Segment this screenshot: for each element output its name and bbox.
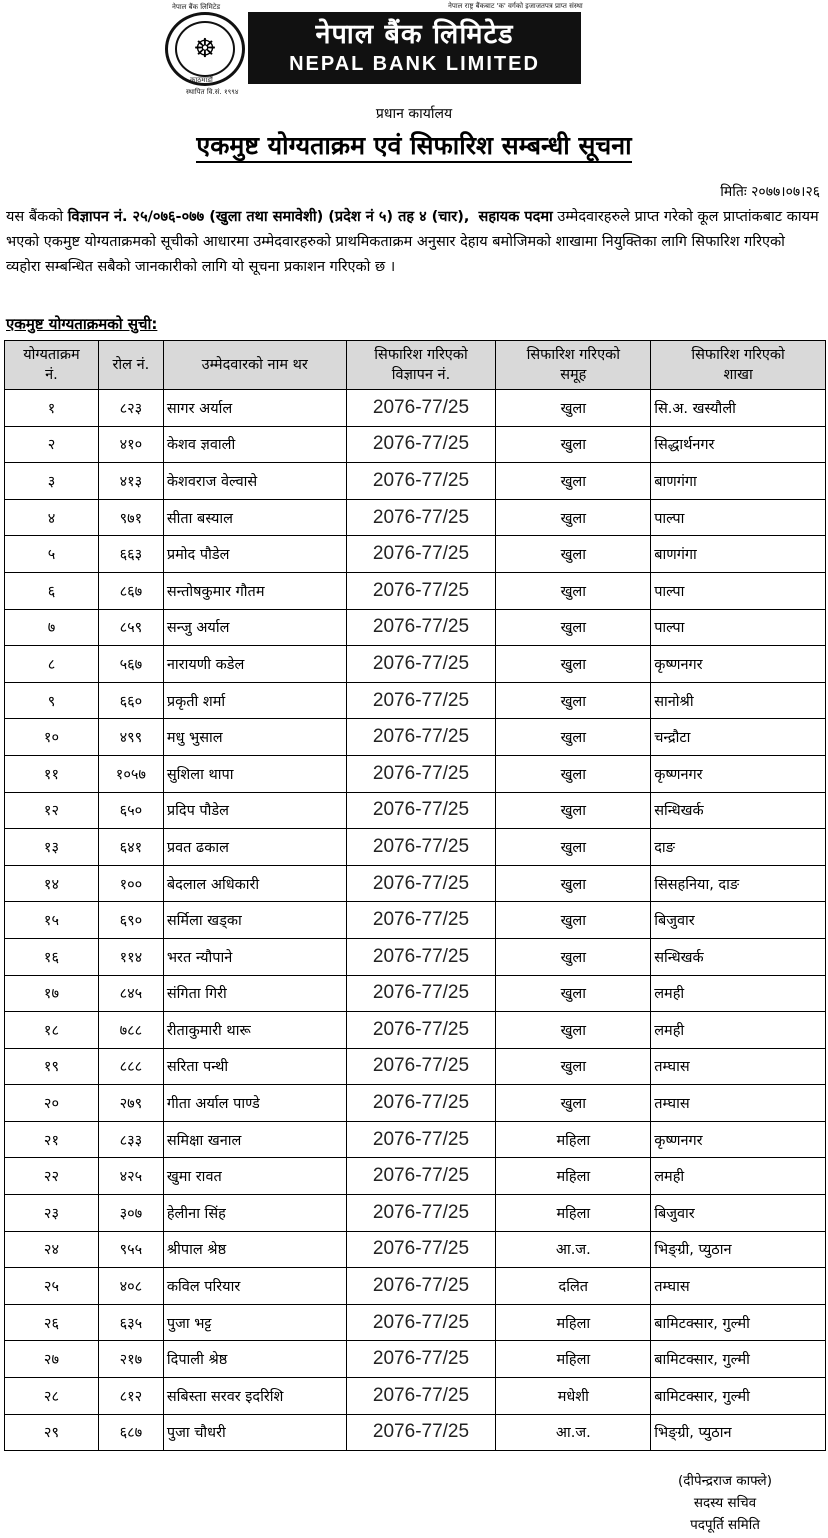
cell-rank: २४ — [5, 1231, 99, 1268]
cell-name: सर्मिला खड्का — [163, 902, 346, 939]
table-row — [5, 1121, 826, 1158]
table-row — [5, 1414, 826, 1451]
cell-branch: बिजुवार — [651, 1195, 826, 1232]
cell-rank: २६ — [5, 1304, 99, 1341]
cell-group: खुला — [496, 499, 651, 536]
cell-branch: लमही — [651, 1158, 826, 1195]
cell-rank: १५ — [5, 902, 99, 939]
merit-list-table — [4, 340, 826, 1451]
table-row — [5, 499, 826, 536]
cell-branch: सिसहनिया, दाङ — [651, 865, 826, 902]
cell-advertisement: 2076-77/25 — [346, 390, 496, 427]
table-row — [5, 463, 826, 500]
cell-group: दलित — [496, 1268, 651, 1305]
cell-advertisement: 2076-77/25 — [346, 646, 496, 683]
cell-rank: १८ — [5, 1012, 99, 1049]
cell-name: दिपाली श्रेष्ठ — [163, 1341, 346, 1378]
cell-group: खुला — [496, 463, 651, 500]
cell-advertisement: 2076-77/25 — [346, 463, 496, 500]
office-name: प्रधान कार्यालय — [375, 106, 453, 122]
cell-branch: लमही — [651, 975, 826, 1012]
cell-roll: ३०७ — [98, 1195, 163, 1232]
cell-name: नारायणी कडेल — [163, 646, 346, 683]
cell-advertisement: 2076-77/25 — [346, 1231, 496, 1268]
cell-advertisement: 2076-77/25 — [346, 1085, 496, 1122]
cell-group: खुला — [496, 938, 651, 975]
cell-roll: ८५९ — [98, 609, 163, 646]
cell-rank: २ — [5, 426, 99, 463]
cell-advertisement: 2076-77/25 — [346, 499, 496, 536]
table-row — [5, 755, 826, 792]
header-rank: योग्यताक्रम नं. — [5, 341, 99, 390]
cell-rank: १० — [5, 719, 99, 756]
cell-group: खुला — [496, 609, 651, 646]
cell-rank: २७ — [5, 1341, 99, 1378]
cell-roll: ६५० — [98, 792, 163, 829]
cell-roll: ६६३ — [98, 536, 163, 573]
cell-roll: ४२५ — [98, 1158, 163, 1195]
cell-rank: २५ — [5, 1268, 99, 1305]
seal-bottom-caption: काठमाडौं — [190, 76, 213, 84]
deity-emblem-icon: ☸ — [175, 21, 235, 77]
cell-rank: २८ — [5, 1378, 99, 1415]
cell-group: खुला — [496, 1085, 651, 1122]
cell-name: सुशिला थापा — [163, 755, 346, 792]
cell-name: खुमा रावत — [163, 1158, 346, 1195]
intro-prefix: यस बैंकको — [6, 209, 68, 225]
header-roll: रोल नं. — [98, 341, 163, 390]
cell-advertisement: 2076-77/25 — [346, 1195, 496, 1232]
bank-name-english: NEPAL BANK LIMITED — [289, 53, 540, 75]
table-header-row — [5, 341, 826, 390]
intro-position: सहायक पदमा — [478, 209, 553, 225]
cell-branch: कृष्णनगर — [651, 755, 826, 792]
cell-rank: ६ — [5, 572, 99, 609]
table-row — [5, 682, 826, 719]
cell-rank: २३ — [5, 1195, 99, 1232]
cell-name: श्रीपाल श्रेष्ठ — [163, 1231, 346, 1268]
cell-advertisement: 2076-77/25 — [346, 755, 496, 792]
cell-roll: १०५७ — [98, 755, 163, 792]
table-row — [5, 902, 826, 939]
cell-roll: ८४५ — [98, 975, 163, 1012]
cell-branch: बामिटक्सार, गुल्मी — [651, 1378, 826, 1415]
cell-group: महिला — [496, 1121, 651, 1158]
table-row — [5, 1195, 826, 1232]
intro-body: उम्मेदवारहरुले प्राप्त गरेको कूल प्राप्तांकबाट कायम भएको एकमुष्ट योग्यताक्रमको सूचीको आधारमा उम्मेदवारहरुको प्राथमिकताक्रम अनुसार देहाय बमोजिमको शाखामा नियुक्तिका लागि सिफारिश गरिएको व्यहोरा सम्बन्धित सबैको जानकारीको लागि यो सूचना प्रकाशन गरिएको छ । — [6, 209, 819, 275]
cell-rank: १४ — [5, 865, 99, 902]
cell-group: खुला — [496, 426, 651, 463]
cell-branch: तम्घास — [651, 1048, 826, 1085]
cell-branch: बाणगंगा — [651, 463, 826, 500]
table-row — [5, 609, 826, 646]
cell-group: खुला — [496, 572, 651, 609]
cell-name: संगिता गिरी — [163, 975, 346, 1012]
table-row — [5, 792, 826, 829]
signatory-name: (दीपेन्द्रराज काफ्ले) — [678, 1473, 772, 1489]
cell-name: सन्तोषकुमार गौतम — [163, 572, 346, 609]
page-title: एकमुष्ट योग्यताक्रम एवं सिफारिश सम्बन्धी सूचना — [0, 128, 828, 162]
cell-group: महिला — [496, 1341, 651, 1378]
cell-advertisement: 2076-77/25 — [346, 536, 496, 573]
cell-group: खुला — [496, 536, 651, 573]
cell-advertisement: 2076-77/25 — [346, 1378, 496, 1415]
cell-rank: १२ — [5, 792, 99, 829]
table-row — [5, 572, 826, 609]
cell-advertisement: 2076-77/25 — [346, 1268, 496, 1305]
cell-name: पुजा भट्ट — [163, 1304, 346, 1341]
cell-roll: ५६७ — [98, 646, 163, 683]
cell-group: मधेशी — [496, 1378, 651, 1415]
table-row — [5, 829, 826, 866]
cell-rank: १७ — [5, 975, 99, 1012]
cell-name: हेलीना सिंह — [163, 1195, 346, 1232]
cell-branch: पाल्पा — [651, 499, 826, 536]
cell-advertisement: 2076-77/25 — [346, 572, 496, 609]
cell-rank: ४ — [5, 499, 99, 536]
cell-branch: बिजुवार — [651, 902, 826, 939]
cell-advertisement: 2076-77/25 — [346, 682, 496, 719]
table-row — [5, 426, 826, 463]
cell-name: समिक्षा खनाल — [163, 1121, 346, 1158]
cell-advertisement: 2076-77/25 — [346, 1121, 496, 1158]
seal-top-caption: नेपाल बैंक लिमिटेड — [172, 3, 221, 11]
table-row — [5, 1268, 826, 1305]
cell-rank: २० — [5, 1085, 99, 1122]
table-row — [5, 1304, 826, 1341]
header-group: सिफारिश गरिएको समूह — [496, 341, 651, 390]
bank-name-nepali: नेपाल बैंक लिमिटेड — [315, 19, 514, 50]
cell-name: सन्जु अर्याल — [163, 609, 346, 646]
bank-name-banner — [248, 12, 581, 84]
cell-name: सरिता पन्थी — [163, 1048, 346, 1085]
cell-rank: ३ — [5, 463, 99, 500]
table-row — [5, 1158, 826, 1195]
cell-advertisement: 2076-77/25 — [346, 609, 496, 646]
table-row — [5, 719, 826, 756]
cell-group: खुला — [496, 792, 651, 829]
cell-name: सागर अर्याल — [163, 390, 346, 427]
cell-advertisement: 2076-77/25 — [346, 1414, 496, 1451]
cell-group: महिला — [496, 1158, 651, 1195]
table-row — [5, 975, 826, 1012]
cell-advertisement: 2076-77/25 — [346, 902, 496, 939]
cell-advertisement: 2076-77/25 — [346, 1304, 496, 1341]
cell-name: रीताकुमारी थारू — [163, 1012, 346, 1049]
cell-group: खुला — [496, 755, 651, 792]
cell-advertisement: 2076-77/25 — [346, 938, 496, 975]
cell-group: महिला — [496, 1304, 651, 1341]
list-heading: एकमुष्ट योग्यताक्रमको सुची: — [6, 315, 158, 333]
cell-roll: २१७ — [98, 1341, 163, 1378]
cell-rank: १३ — [5, 829, 99, 866]
cell-rank: ९ — [5, 682, 99, 719]
cell-rank: २१ — [5, 1121, 99, 1158]
cell-name: सबिस्ता सरवर इदरिशि — [163, 1378, 346, 1415]
cell-roll: ६६० — [98, 682, 163, 719]
cell-name: प्रकृती शर्मा — [163, 682, 346, 719]
cell-name: केशव ज्ञवाली — [163, 426, 346, 463]
cell-group: आ.ज. — [496, 1414, 651, 1451]
cell-group: महिला — [496, 1195, 651, 1232]
cell-advertisement: 2076-77/25 — [346, 829, 496, 866]
cell-name: कविल परियार — [163, 1268, 346, 1305]
cell-advertisement: 2076-77/25 — [346, 1012, 496, 1049]
cell-name: सीता बस्याल — [163, 499, 346, 536]
cell-roll: ८३३ — [98, 1121, 163, 1158]
cell-name: प्रवत ढकाल — [163, 829, 346, 866]
cell-roll: ७८८ — [98, 1012, 163, 1049]
cell-branch: सिद्धार्थनगर — [651, 426, 826, 463]
table-row — [5, 938, 826, 975]
cell-group: खुला — [496, 719, 651, 756]
cell-roll: ८८८ — [98, 1048, 163, 1085]
cell-group: खुला — [496, 390, 651, 427]
cell-advertisement: 2076-77/25 — [346, 975, 496, 1012]
cell-advertisement: 2076-77/25 — [346, 1048, 496, 1085]
signatory-post: सदस्य सचिव — [693, 1495, 757, 1511]
cell-advertisement: 2076-77/25 — [346, 865, 496, 902]
cell-roll: २७९ — [98, 1085, 163, 1122]
cell-rank: ७ — [5, 609, 99, 646]
table-row — [5, 1048, 826, 1085]
cell-branch: सि.अ. खस्यौली — [651, 390, 826, 427]
cell-name: बेदलाल अधिकारी — [163, 865, 346, 902]
cell-branch: सन्धिखर्क — [651, 792, 826, 829]
cell-advertisement: 2076-77/25 — [346, 719, 496, 756]
cell-roll: ११४ — [98, 938, 163, 975]
cell-name: केशवराज वेल्वासे — [163, 463, 346, 500]
table-row — [5, 390, 826, 427]
cell-branch: तम्घास — [651, 1085, 826, 1122]
cell-branch: दाङ — [651, 829, 826, 866]
cell-roll: ६३५ — [98, 1304, 163, 1341]
cell-group: आ.ज. — [496, 1231, 651, 1268]
table-row — [5, 1231, 826, 1268]
cell-branch: लमही — [651, 1012, 826, 1049]
cell-group: खुला — [496, 1048, 651, 1085]
intro-advertisement: विज्ञापन नं. २५/०७६-०७७ (खुला तथा समावेशी) (प्रदेश नं ५) तह ४ (चार), — [67, 209, 470, 225]
cell-roll: ९५५ — [98, 1231, 163, 1268]
table-row — [5, 1085, 826, 1122]
cell-branch: कृष्णनगर — [651, 1121, 826, 1158]
cell-roll: ६४१ — [98, 829, 163, 866]
cell-rank: २२ — [5, 1158, 99, 1195]
cell-group: खुला — [496, 829, 651, 866]
cell-name: भरत न्यौपाने — [163, 938, 346, 975]
cell-rank: १६ — [5, 938, 99, 975]
cell-rank: २९ — [5, 1414, 99, 1451]
signature-block — [650, 1470, 800, 1536]
intro-paragraph — [6, 205, 822, 280]
established-caption: स्थापित वि.सं. १९९४ — [186, 88, 239, 96]
cell-advertisement: 2076-77/25 — [346, 792, 496, 829]
header-advertisement: सिफारिश गरिएको विज्ञापन नं. — [346, 341, 496, 390]
cell-branch: चन्द्रौटा — [651, 719, 826, 756]
cell-rank: ५ — [5, 536, 99, 573]
signatory-committee: पदपूर्ति समिति — [690, 1517, 760, 1533]
license-note: नेपाल राष्ट्र बैंकबाट 'क' वर्गको इजाजतपत्र प्राप्त संस्था — [448, 2, 583, 10]
table-row — [5, 646, 826, 683]
table-row — [5, 1012, 826, 1049]
cell-rank: ११ — [5, 755, 99, 792]
notice-date: मितिः २०७७।०७।२६ — [720, 184, 820, 200]
header-name: उम्मेदवारको नाम थर — [163, 341, 346, 390]
cell-branch: बामिटक्सार, गुल्मी — [651, 1304, 826, 1341]
cell-roll: ६९० — [98, 902, 163, 939]
cell-group: खुला — [496, 682, 651, 719]
cell-branch: तम्घास — [651, 1268, 826, 1305]
cell-group: खुला — [496, 1012, 651, 1049]
cell-name: प्रमोद पौडेल — [163, 536, 346, 573]
cell-rank: ८ — [5, 646, 99, 683]
cell-branch: भिङ्ग्री, प्युठान — [651, 1414, 826, 1451]
cell-roll: ४०८ — [98, 1268, 163, 1305]
cell-roll: ९७१ — [98, 499, 163, 536]
cell-roll: ४९९ — [98, 719, 163, 756]
cell-roll: ४१३ — [98, 463, 163, 500]
cell-branch: बाणगंगा — [651, 536, 826, 573]
cell-roll: १०० — [98, 865, 163, 902]
cell-name: मधु भुसाल — [163, 719, 346, 756]
cell-name: गीता अर्याल पाण्डे — [163, 1085, 346, 1122]
cell-advertisement: 2076-77/25 — [346, 426, 496, 463]
cell-name: प्रदिप पौडेल — [163, 792, 346, 829]
cell-branch: पाल्पा — [651, 572, 826, 609]
cell-branch: सानोश्री — [651, 682, 826, 719]
cell-roll: ६८७ — [98, 1414, 163, 1451]
table-row — [5, 536, 826, 573]
cell-group: खुला — [496, 646, 651, 683]
cell-advertisement: 2076-77/25 — [346, 1158, 496, 1195]
cell-rank: १ — [5, 390, 99, 427]
cell-branch: भिङ्ग्री, प्युठान — [651, 1231, 826, 1268]
cell-branch: पाल्पा — [651, 609, 826, 646]
cell-roll: ४१० — [98, 426, 163, 463]
header-branch: सिफारिश गरिएको शाखा — [651, 341, 826, 390]
cell-name: पुजा चौधरी — [163, 1414, 346, 1451]
cell-group: खुला — [496, 902, 651, 939]
cell-branch: कृष्णनगर — [651, 646, 826, 683]
table-row — [5, 865, 826, 902]
cell-advertisement: 2076-77/25 — [346, 1341, 496, 1378]
cell-roll: ८२३ — [98, 390, 163, 427]
table-row — [5, 1341, 826, 1378]
cell-roll: ८६७ — [98, 572, 163, 609]
cell-roll: ८१२ — [98, 1378, 163, 1415]
cell-branch: बामिटक्सार, गुल्मी — [651, 1341, 826, 1378]
cell-branch: सन्धिखर्क — [651, 938, 826, 975]
cell-group: खुला — [496, 865, 651, 902]
cell-rank: १९ — [5, 1048, 99, 1085]
cell-group: खुला — [496, 975, 651, 1012]
bank-seal-logo — [165, 12, 245, 86]
table-row — [5, 1378, 826, 1415]
